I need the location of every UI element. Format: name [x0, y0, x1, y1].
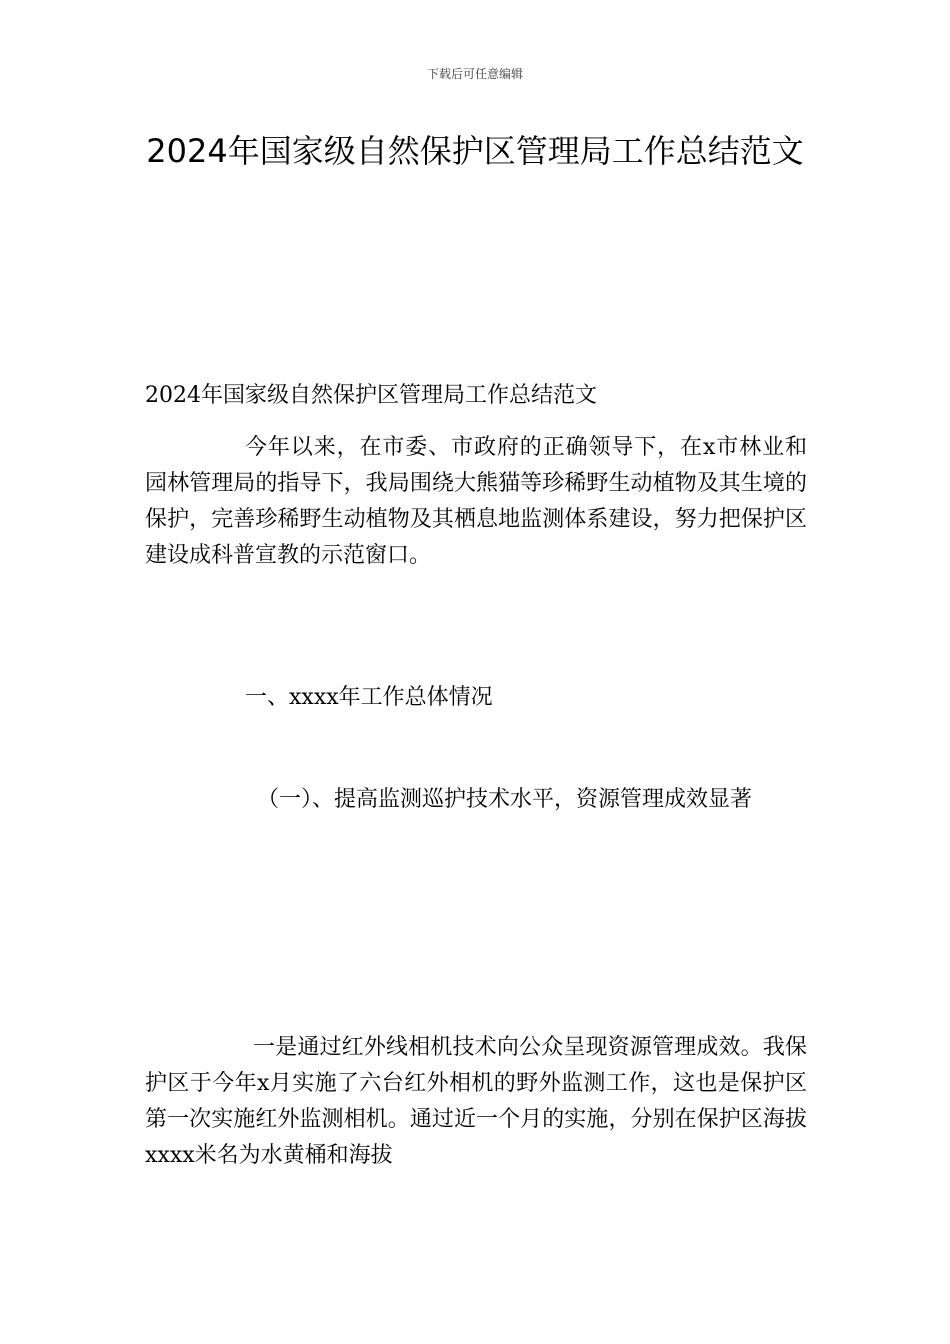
intro-paragraph: 今年以来，在市委、市政府的正确领导下，在x市林业和园林管理局的指导下，我局围绕大熊猫等珍稀野生动植物及其生境的保护，完善珍稀野生动植物及其栖息地监测体系建设，努力把保护区建设成科普宣教的示范窗口。 — [145, 435, 807, 568]
header-note: 下载后可任意编辑 — [426, 67, 523, 81]
section-heading: 一、xxxx年工作总体情况 — [245, 685, 493, 710]
body-paragraph: 一是通过红外线相机技术向公众呈现资源管理成效。我保护区于今年x月实施了六台红外相机的野外监测工作，这也是保护区第一次实施红外监测相机。通过近一个月的实施，分别在保护区海拔xxxx米名为水黄桶和海拔 — [145, 1035, 807, 1168]
document-title: 2024年国家级自然保护区管理局工作总结范文 — [146, 132, 804, 170]
subsection-heading: （一）、提高监测巡护技术水平，资源管理成效显著 — [257, 787, 753, 812]
document-subtitle: 2024年国家级自然保护区管理局工作总结范文 — [145, 383, 597, 408]
